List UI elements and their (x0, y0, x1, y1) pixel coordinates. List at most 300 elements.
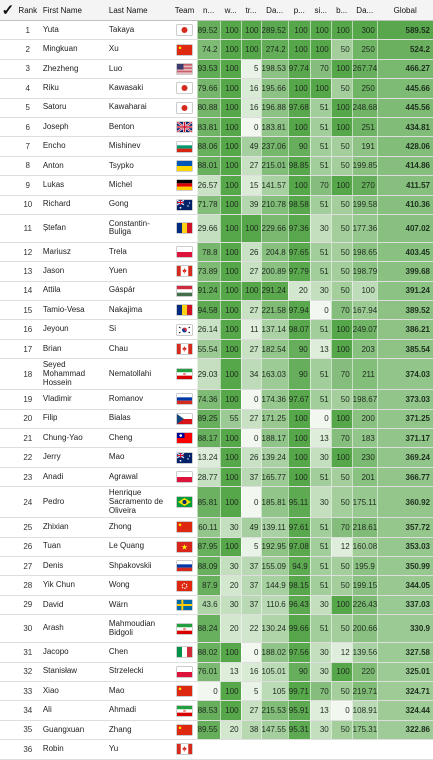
global-score-cell: 327.58 (377, 643, 433, 662)
last-name-cell: Wärn (106, 595, 172, 614)
score-n-cell: 89.25 (197, 409, 220, 428)
row-checkbox[interactable] (0, 214, 16, 242)
row-checkbox[interactable] (0, 156, 16, 175)
first-name-cell: Jerry (40, 448, 106, 467)
score-w-cell: 100 (220, 59, 241, 78)
global-score-cell: 373.03 (377, 390, 433, 409)
row-checkbox[interactable] (0, 720, 16, 739)
score-p-cell: 90 (288, 137, 310, 156)
row-checkbox[interactable] (0, 21, 16, 40)
score-b-cell: 50 (331, 214, 352, 242)
score-n-cell: 88.24 (197, 615, 220, 643)
last-name-cell: Henrique Sacramento de Oliveira (106, 487, 172, 518)
global-score-cell: 330.9 (377, 615, 433, 643)
first-name-cell: Mariusz (40, 242, 106, 261)
score-tr-cell: 100 (241, 214, 261, 242)
vietnam-flag-icon (177, 542, 192, 552)
global-score-cell: 524.2 (377, 40, 433, 59)
last-name-cell: Mahmoudian Bidgoli (106, 615, 172, 643)
first-name-cell: Guangxuan (40, 720, 106, 739)
day1-total-cell: 163.03 (261, 359, 288, 390)
last-name-cell: Yuen (106, 262, 172, 281)
score-si-cell: 51 (310, 537, 331, 556)
table-row[interactable] (0, 117, 433, 136)
global-score-cell: 411.57 (377, 176, 433, 195)
day2-total-cell: 183 (352, 429, 377, 448)
col-w[interactable]: w... (220, 0, 241, 21)
table-row[interactable] (0, 339, 433, 358)
usa-flag-icon (177, 64, 192, 74)
team-cell (172, 556, 197, 575)
rank-cell: 4 (16, 79, 40, 98)
score-p-cell: 90 (288, 662, 310, 681)
rank-cell: 3 (16, 59, 40, 78)
col-day2[interactable]: Da... (352, 0, 377, 21)
rank-cell: 25 (16, 518, 40, 537)
row-checkbox[interactable] (0, 281, 16, 300)
day1-total-cell: 229.66 (261, 214, 288, 242)
table-row[interactable] (0, 448, 433, 467)
rank-cell: 17 (16, 339, 40, 358)
score-p-cell: 98.58 (288, 195, 310, 214)
rank-cell: 16 (16, 320, 40, 339)
score-si-cell: 0 (310, 409, 331, 428)
score-p-cell: 99.71 (288, 681, 310, 700)
table-row[interactable] (0, 281, 433, 300)
team-cell (172, 720, 197, 739)
day1-total-cell: 188.02 (261, 643, 288, 662)
score-b-cell (331, 740, 352, 759)
day2-total-cell: 300 (352, 21, 377, 40)
last-name-cell: Wong (106, 576, 172, 595)
day2-total-cell: 219.71 (352, 681, 377, 700)
global-score-cell: 322.86 (377, 720, 433, 739)
team-cell (172, 537, 197, 556)
rank-cell: 15 (16, 301, 40, 320)
score-b-cell: 50 (331, 390, 352, 409)
japan-flag-icon (177, 83, 192, 93)
day1-total-cell: 174.36 (261, 390, 288, 409)
poland-flag-icon (177, 247, 192, 257)
table-row[interactable] (0, 615, 433, 643)
score-si-cell: 70 (310, 59, 331, 78)
col-p[interactable]: p... (288, 0, 310, 21)
col-first-name[interactable]: First Name (40, 0, 106, 21)
score-w-cell: 100 (220, 643, 241, 662)
score-n-cell: 85.81 (197, 487, 220, 518)
ukraine-flag-icon (177, 161, 192, 171)
table-row[interactable] (0, 79, 433, 98)
last-name-cell: Si (106, 320, 172, 339)
table-row[interactable] (0, 320, 433, 339)
col-si[interactable]: si... (310, 0, 331, 21)
score-b-cell: 50 (331, 615, 352, 643)
day1-total-cell: 139.11 (261, 518, 288, 537)
last-name-cell: Mao (106, 448, 172, 467)
last-name-cell: Gong (106, 195, 172, 214)
day1-total-cell: 165.77 (261, 467, 288, 486)
col-n[interactable]: n... (197, 0, 220, 21)
row-checkbox[interactable] (0, 117, 16, 136)
rank-cell: 33 (16, 681, 40, 700)
rank-cell: 27 (16, 556, 40, 575)
team-cell (172, 662, 197, 681)
score-w-cell: 100 (220, 390, 241, 409)
table-row[interactable] (0, 195, 433, 214)
score-p-cell: 90 (288, 339, 310, 358)
row-checkbox[interactable] (0, 740, 16, 759)
score-n-cell: 93.53 (197, 59, 220, 78)
score-si-cell: 100 (310, 79, 331, 98)
score-b-cell: 100 (331, 98, 352, 117)
score-w-cell: 100 (220, 117, 241, 136)
table-row[interactable] (0, 21, 433, 40)
score-tr-cell: 26 (241, 448, 261, 467)
table-row[interactable] (0, 214, 433, 242)
team-cell (172, 409, 197, 428)
table-row[interactable] (0, 701, 433, 720)
japan-flag-icon (177, 25, 192, 35)
score-b-cell: 50 (331, 281, 352, 300)
day1-total-cell: 155.09 (261, 556, 288, 575)
score-n-cell: 74.2 (197, 40, 220, 59)
first-name-cell: Ali (40, 701, 106, 720)
score-p-cell: 99.66 (288, 615, 310, 643)
global-score-cell: 389.52 (377, 301, 433, 320)
last-name-cell: Agrawal (106, 467, 172, 486)
score-n-cell: 79.66 (197, 79, 220, 98)
col-day1[interactable]: Da... (261, 0, 288, 21)
row-checkbox[interactable] (0, 195, 16, 214)
score-b-cell: 50 (331, 195, 352, 214)
team-cell (172, 320, 197, 339)
global-score-cell: 428.06 (377, 137, 433, 156)
romania-flag-icon (177, 223, 192, 233)
row-checkbox[interactable] (0, 643, 16, 662)
score-p-cell: 97.94 (288, 301, 310, 320)
row-checkbox[interactable] (0, 429, 16, 448)
score-n-cell: 91.24 (197, 281, 220, 300)
row-checkbox[interactable] (0, 595, 16, 614)
team-cell (172, 359, 197, 390)
col-global[interactable]: Global (377, 0, 433, 21)
first-name-cell: Robin (40, 740, 106, 759)
table-row[interactable] (0, 595, 433, 614)
day2-total-cell: 250 (352, 40, 377, 59)
team-cell (172, 137, 197, 156)
day1-total-cell: 144.9 (261, 576, 288, 595)
score-si-cell: 51 (310, 556, 331, 575)
day1-total-cell: 192.95 (261, 537, 288, 556)
table-row[interactable] (0, 156, 433, 175)
team-cell (172, 576, 197, 595)
score-b-cell: 0 (331, 701, 352, 720)
score-si-cell: 70 (310, 176, 331, 195)
rank-cell: 14 (16, 281, 40, 300)
taiwan-flag-icon (177, 433, 192, 443)
team-cell (172, 390, 197, 409)
score-n-cell: 13.24 (197, 448, 220, 467)
score-tr-cell: 27 (241, 701, 261, 720)
table-row[interactable] (0, 242, 433, 261)
score-w-cell: 100 (220, 242, 241, 261)
score-n-cell: 89.52 (197, 21, 220, 40)
rank-cell: 12 (16, 242, 40, 261)
iran-flag-icon (177, 624, 192, 634)
table-row[interactable] (0, 429, 433, 448)
day1-total-cell: 188.17 (261, 429, 288, 448)
day2-total-cell: 230 (352, 448, 377, 467)
team-cell (172, 429, 197, 448)
table-row[interactable] (0, 740, 433, 759)
score-p-cell: 100 (288, 429, 310, 448)
score-p-cell: 100 (288, 21, 310, 40)
table-row[interactable] (0, 537, 433, 556)
day1-total-cell: 185.81 (261, 487, 288, 518)
table-row[interactable] (0, 59, 433, 78)
team-cell (172, 262, 197, 281)
global-score-cell: 466.27 (377, 59, 433, 78)
row-checkbox[interactable] (0, 518, 16, 537)
score-si-cell: 51 (310, 137, 331, 156)
row-checkbox[interactable] (0, 320, 16, 339)
day2-total-cell: 201 (352, 467, 377, 486)
score-si-cell: 100 (310, 40, 331, 59)
table-row[interactable] (0, 301, 433, 320)
day2-total-cell: 177.36 (352, 214, 377, 242)
day2-total-cell: 203 (352, 339, 377, 358)
first-name-cell: Vladimir (40, 390, 106, 409)
row-checkbox[interactable] (0, 701, 16, 720)
score-b-cell: 50 (331, 720, 352, 739)
score-b-cell: 50 (331, 556, 352, 575)
table-row[interactable] (0, 518, 433, 537)
score-si-cell: 70 (310, 681, 331, 700)
rank-cell: 13 (16, 262, 40, 281)
table-row[interactable] (0, 662, 433, 681)
row-checkbox[interactable] (0, 467, 16, 486)
table-row[interactable] (0, 467, 433, 486)
row-checkbox[interactable] (0, 59, 16, 78)
day1-total-cell: 204.8 (261, 242, 288, 261)
global-score-cell: 353.03 (377, 537, 433, 556)
row-checkbox[interactable] (0, 137, 16, 156)
day2-total-cell: 249.07 (352, 320, 377, 339)
row-checkbox[interactable] (0, 79, 16, 98)
score-b-cell: 100 (331, 59, 352, 78)
rank-cell: 28 (16, 576, 40, 595)
score-p-cell: 90 (288, 359, 310, 390)
rank-cell: 11 (16, 214, 40, 242)
iran-flag-icon (177, 706, 192, 716)
score-w-cell: 100 (220, 301, 241, 320)
day2-total-cell: 199.58 (352, 195, 377, 214)
canada-flag-icon (177, 344, 192, 354)
brazil-flag-icon (177, 497, 192, 507)
score-p-cell: 97.56 (288, 643, 310, 662)
row-checkbox[interactable] (0, 176, 16, 195)
row-checkbox[interactable] (0, 662, 16, 681)
last-name-cell: Benton (106, 117, 172, 136)
score-p-cell: 20 (288, 281, 310, 300)
last-name-cell: Bialas (106, 409, 172, 428)
score-w-cell: 100 (220, 701, 241, 720)
rank-cell: 2 (16, 40, 40, 59)
row-checkbox[interactable] (0, 390, 16, 409)
rank-cell: 31 (16, 643, 40, 662)
last-name-cell: Xu (106, 40, 172, 59)
score-w-cell: 55 (220, 409, 241, 428)
rank-cell: 35 (16, 720, 40, 739)
table-row[interactable] (0, 176, 433, 195)
score-n-cell: 88.53 (197, 701, 220, 720)
last-name-cell: Kawasaki (106, 79, 172, 98)
italy-flag-icon (177, 647, 192, 657)
score-n-cell: 89.55 (197, 720, 220, 739)
team-cell (172, 242, 197, 261)
score-w-cell: 100 (220, 537, 241, 556)
row-checkbox[interactable] (0, 615, 16, 643)
day1-total-cell: 289.52 (261, 21, 288, 40)
score-tr-cell: 37 (241, 556, 261, 575)
row-checkbox[interactable] (0, 339, 16, 358)
score-b-cell: 12 (331, 537, 352, 556)
score-w-cell: 100 (220, 467, 241, 486)
global-score-cell: 325.01 (377, 662, 433, 681)
table-row[interactable] (0, 137, 433, 156)
score-b-cell: 100 (331, 176, 352, 195)
score-w-cell: 100 (220, 214, 241, 242)
score-tr-cell: 26 (241, 242, 261, 261)
global-score-cell: 357.72 (377, 518, 433, 537)
score-w-cell: 100 (220, 487, 241, 518)
score-tr-cell: 5 (241, 537, 261, 556)
table-row[interactable] (0, 409, 433, 428)
day1-total-cell: 110.6 (261, 595, 288, 614)
score-si-cell: 30 (310, 643, 331, 662)
last-name-cell: Mishinev (106, 137, 172, 156)
first-name-cell: Tuan (40, 537, 106, 556)
last-name-cell: Le Quang (106, 537, 172, 556)
poland-flag-icon (177, 667, 192, 677)
score-tr-cell: 100 (241, 40, 261, 59)
team-cell (172, 117, 197, 136)
rank-cell: 30 (16, 615, 40, 643)
china-flag-icon (177, 686, 192, 696)
table-row[interactable] (0, 98, 433, 117)
row-checkbox[interactable] (0, 556, 16, 575)
row-checkbox[interactable] (0, 448, 16, 467)
col-tr[interactable]: tr... (241, 0, 261, 21)
rank-cell: 9 (16, 176, 40, 195)
table-row[interactable] (0, 681, 433, 700)
rank-cell: 21 (16, 429, 40, 448)
table-row[interactable] (0, 720, 433, 739)
row-checkbox[interactable] (0, 262, 16, 281)
select-all-checkbox[interactable]: ✓ (1, 2, 15, 19)
score-n-cell: 88.02 (197, 643, 220, 662)
table-row[interactable] (0, 487, 433, 518)
score-si-cell: 51 (310, 615, 331, 643)
table-row[interactable] (0, 643, 433, 662)
day2-total-cell: 267.74 (352, 59, 377, 78)
first-name-cell: Stanisław (40, 662, 106, 681)
last-name-cell: Trela (106, 242, 172, 261)
score-w-cell: 100 (220, 21, 241, 40)
hungary-flag-icon (177, 286, 192, 296)
row-checkbox[interactable] (0, 576, 16, 595)
day1-total-cell: 215.01 (261, 156, 288, 175)
day1-total-cell: 196.88 (261, 98, 288, 117)
score-b-cell: 50 (331, 242, 352, 261)
global-score-cell: 391.24 (377, 281, 433, 300)
global-score-cell: 324.71 (377, 681, 433, 700)
day2-total-cell: 198.65 (352, 242, 377, 261)
score-b-cell: 70 (331, 359, 352, 390)
team-cell (172, 339, 197, 358)
col-team[interactable]: Team (172, 0, 197, 21)
score-n-cell: 87.95 (197, 537, 220, 556)
russia-flag-icon (177, 394, 192, 404)
row-checkbox[interactable] (0, 537, 16, 556)
col-b[interactable]: b... (331, 0, 352, 21)
score-si-cell: 51 (310, 320, 331, 339)
day2-total-cell: 191 (352, 137, 377, 156)
table-row[interactable] (0, 390, 433, 409)
col-last-name[interactable]: Last Name (106, 0, 172, 21)
score-p-cell: 97.67 (288, 390, 310, 409)
table-row[interactable] (0, 262, 433, 281)
score-b-cell: 100 (331, 662, 352, 681)
score-b-cell: 70 (331, 429, 352, 448)
score-tr-cell: 49 (241, 518, 261, 537)
last-name-cell: Chau (106, 339, 172, 358)
score-w-cell: 20 (220, 576, 241, 595)
score-b-cell: 100 (331, 448, 352, 467)
row-checkbox[interactable] (0, 359, 16, 390)
day2-total-cell: 211 (352, 359, 377, 390)
rank-cell: 32 (16, 662, 40, 681)
table-row[interactable] (0, 576, 433, 595)
row-checkbox[interactable] (0, 487, 16, 518)
score-w-cell: 100 (220, 79, 241, 98)
table-row[interactable] (0, 359, 433, 390)
row-checkbox[interactable] (0, 681, 16, 700)
score-p-cell: 100 (288, 448, 310, 467)
rank-cell: 7 (16, 137, 40, 156)
first-name-cell: Seyed Mohammad Hossein (40, 359, 106, 390)
score-p-cell: 97.74 (288, 59, 310, 78)
score-w-cell: 100 (220, 262, 241, 281)
score-si-cell: 51 (310, 467, 331, 486)
global-score-cell: 360.92 (377, 487, 433, 518)
row-checkbox[interactable] (0, 242, 16, 261)
table-row[interactable] (0, 556, 433, 575)
first-name-cell: David (40, 595, 106, 614)
row-checkbox[interactable] (0, 409, 16, 428)
row-checkbox[interactable] (0, 98, 16, 117)
table-row[interactable] (0, 40, 433, 59)
row-checkbox[interactable] (0, 40, 16, 59)
row-checkbox[interactable] (0, 301, 16, 320)
germany-flag-icon (177, 180, 192, 190)
score-w-cell: 100 (220, 40, 241, 59)
score-n-cell: 88.17 (197, 429, 220, 448)
day2-total-cell (352, 740, 377, 759)
score-n-cell: 78.8 (197, 242, 220, 261)
score-tr-cell: 34 (241, 359, 261, 390)
col-rank[interactable]: Rank (16, 0, 40, 21)
